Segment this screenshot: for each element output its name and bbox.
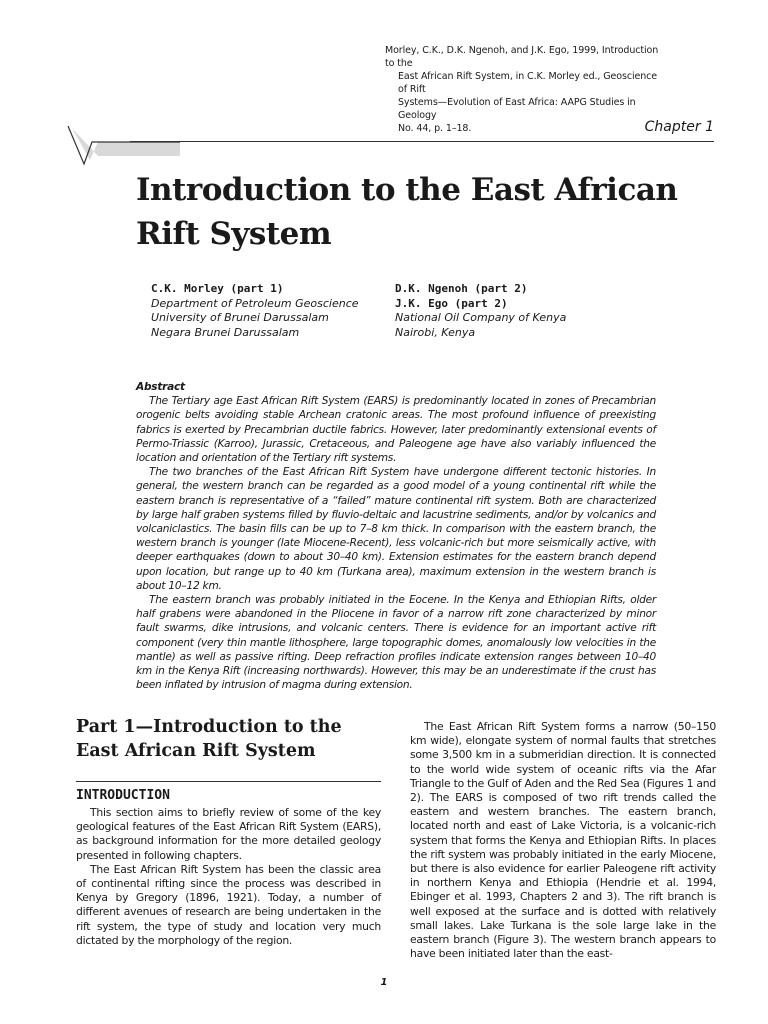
author-block-right <box>395 282 566 340</box>
body-paragraph: The East African Rift System forms a narrow (50–150 km wide), elongate system of normal faults that stretches some 3,500 km in a submeridian direction. It is connected to the world wide system of oceanic rifts via the Afar Triangle to the Gulf of Aden and the Red Sea (Figures 1 and 2). The EARS is composed of two rift trends called the eastern and western branches. The eastern branch, located north and east of Lake Victoria, is a volcanic-rich system that forms the Kenya and Ethiopian Rifts. In places the rift system was probably initiated in the early Miocene, but there is also evidence for earlier Paleogene rift activity in northern Kenya and Ethiopia (Hendrie et al. 1994, Ebinger et al. 1993, Chapters 2 and 3). The rift branch is well exposed at the surface and is dotted with relatively small lakes. Lake Turkana is the sole large lake in the eastern branch (Figure 3). The western branch appears to have been initiated later than the east- <box>410 720 716 961</box>
paper-title: Introduction to the East African Rift System <box>136 172 678 252</box>
section-heading: INTRODUCTION <box>76 788 170 803</box>
chapter-label: Chapter 1 <box>644 119 714 135</box>
author-name: C.K. Morley (part 1) <box>151 282 284 295</box>
body-paragraph: The East African Rift System has been the classic area of continental rifting since the process was described in Kenya by Gregory (1896, 1921). Today, a number of different avenues of research are being undertaken in the rift system, the type of study and location very much dictated by the morphology of the region. <box>76 862 381 947</box>
part-rule <box>76 781 381 782</box>
citation-line: East African Rift System, in C.K. Morley ed., Geoscience of Rift <box>398 71 658 95</box>
body-column-right <box>410 720 716 961</box>
abstract-heading: Abstract <box>136 381 185 393</box>
author-name: D.K. Ngenoh (part 2) <box>395 282 528 295</box>
author-affiliation: Negara Brunei Darussalam <box>151 325 300 339</box>
citation-line: No. 44, p. 1–18. <box>398 123 472 134</box>
page-number: 1 <box>380 977 388 988</box>
header-rule <box>130 141 714 142</box>
author-affiliation: National Oil Company of Kenya <box>395 311 567 324</box>
chapter-header-graphic <box>60 120 180 170</box>
citation-line: Morley, C.K., D.K. Ngenoh, and J.K. Ego, 1999, Introduction to the <box>385 45 659 69</box>
body-column-left <box>76 806 381 948</box>
body-paragraph: This section aims to briefly review of some of the key geological features of the East African Rift System (EARS), as background information for the more detailed geology presented in following chapters. <box>76 806 381 862</box>
author-block-left <box>151 282 359 340</box>
abstract-paragraph: The Tertiary age East African Rift System (EARS) is predominantly located in zones of Precambrian orogenic belts avoiding stable Archean cratonic areas. The most profound influence of preexisting fabrics is exerted by Precambrian ductile fabrics. However, later predominantly extensional events of Permo-Triassic (Karroo), Jurassic, Cretaceous, and Paleogene age have also variably influenced the location and orientation of the Tertiary rift systems. <box>136 395 656 465</box>
author-affiliation: Nairobi, Kenya <box>395 325 476 339</box>
abstract-paragraph: The two branches of the East African Rift System have undergone different tectonic histories. In general, the western branch can be regarded as a good model of a young continental rift while the eastern branch is representative of a “failed” mature continental rift system. Both are characterized by large half graben systems filled by fluvio-deltaic and lacustrine sediments, and/or by volcanics and volcaniclastics. The basin fills can be up to 7–8 km thick. In comparison with the eastern branch, the western branch is younger (late Miocene-Recent), less volcanic-rich but more seismically active, with deeper earthquakes (down to about 30–40 km). Extension estimates for the eastern branch depend upon location, but range up to 40 km (Turkana area), maximum extension in the western branch is about 10–12 km. <box>136 466 656 592</box>
author-name: J.K. Ego (part 2) <box>395 296 508 310</box>
citation-line: Systems—Evolution of East Africa: AAPG Studies in Geology <box>398 97 636 121</box>
author-affiliation: University of Brunei Darussalam <box>151 311 329 324</box>
abstract <box>136 380 656 692</box>
abstract-paragraph: The eastern branch was probably initiated in the Eocene. In the Kenya and Ethiopian Rifts, older half grabens were abandoned in the Pliocene in favor of a narrow rift zone characterized by minor fault swarms, dike intrusions, and volcanic centers. There is evidence for an important active rift component (very thin mantle lithosphere, large topographic domes, anomalously low velocities in the mantle) as well as passive rifting. Deep refraction profiles indicate extension ranges between 10–40 km in the Kenya Rift (increasing northwards). However, this may be an underestimate if the crust has been inflated by intrusion of magma during extension. <box>136 594 656 692</box>
author-affiliation: Department of Petroleum Geoscience <box>151 296 359 310</box>
part-title: Part 1—Introduction to the East African Rift System <box>76 717 342 761</box>
citation-block <box>385 44 665 135</box>
